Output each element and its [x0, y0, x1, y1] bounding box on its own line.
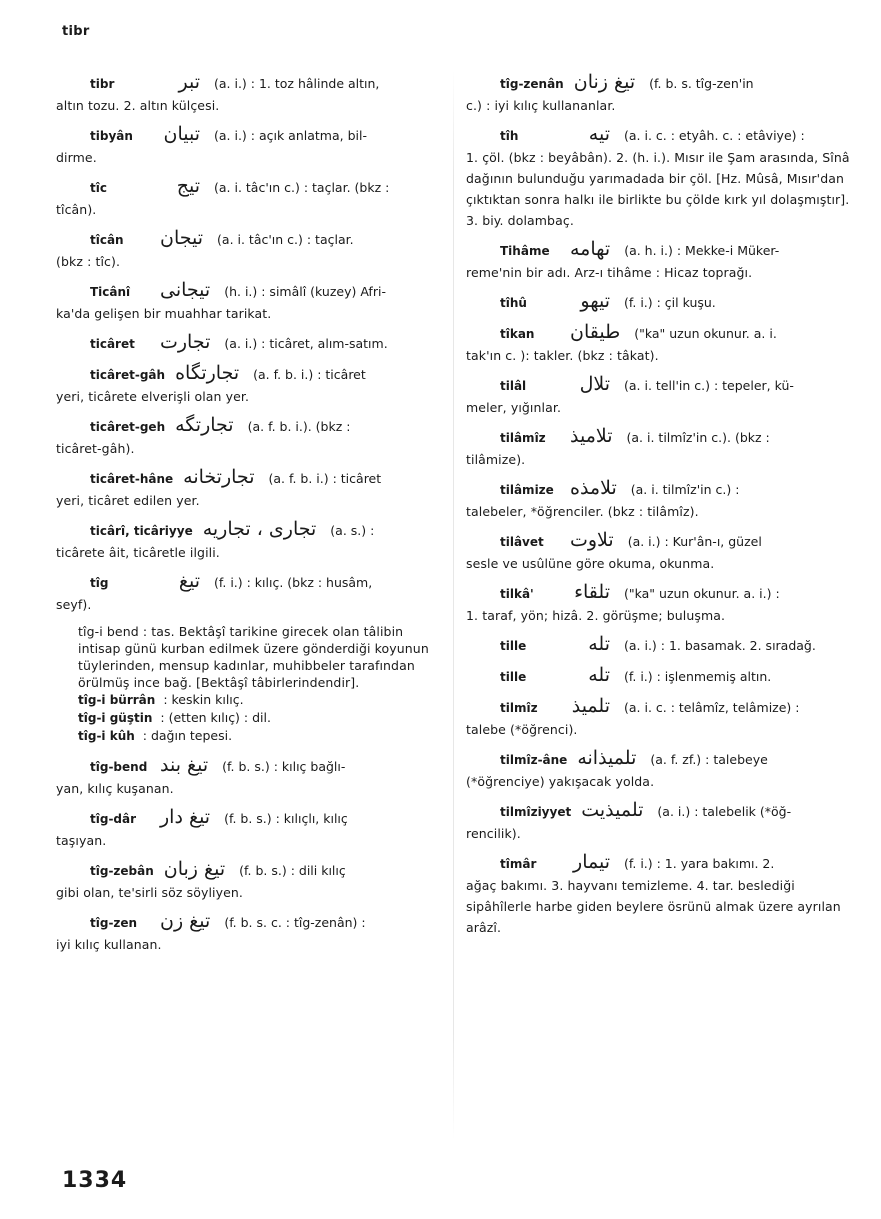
arabic-script: تجارى ، تجاريه: [202, 518, 317, 540]
arabic-script: تلميذ: [571, 695, 610, 717]
sub-headword: tîg-i kûh: [78, 729, 135, 743]
headword: tilmîziyyet: [500, 805, 572, 819]
headword: Tihâme: [500, 244, 550, 258]
dictionary-entry: [56, 332, 446, 355]
sub-definition: : (etten kılıç) : dil.: [160, 710, 271, 725]
definition: ("ka" uzun okunur. a. i.: [634, 326, 777, 341]
definition: (f. b. s.) : kılıç bağlı-: [222, 759, 346, 774]
entry-first-line: [466, 852, 856, 875]
dictionary-entry: [466, 322, 856, 366]
entry-first-line: [466, 478, 856, 501]
definition-continuation: yan, kılıç kuşanan.: [56, 781, 174, 796]
definition: (a. i.) : Kur'ân-ı, güzel: [627, 534, 762, 549]
definition: (a. i. tâc'ın c.) : taçlar. (bkz :: [214, 180, 390, 195]
dictionary-entry: [56, 280, 446, 324]
entry-first-line: [56, 72, 446, 95]
dictionary-entry: [466, 800, 856, 844]
definition-continuation: iyi kılıç kullanan.: [56, 937, 162, 952]
definition: ("ka" uzun okunur. a. i.) :: [624, 586, 780, 601]
sub-entry: [56, 691, 446, 709]
headword: tilmîz: [500, 701, 538, 715]
headword: tilmîz-âne: [500, 753, 568, 767]
definition-continuation: 1. taraf, yön; hizâ. 2. görüşme; buluşma.: [466, 608, 726, 623]
entry-first-line: [466, 665, 856, 688]
entry-first-line: [466, 322, 856, 345]
entry-first-line: [56, 911, 446, 934]
arabic-script: تبر: [178, 71, 200, 93]
headword: tîcân: [90, 233, 124, 247]
arabic-script: تجارتگاه: [175, 362, 240, 384]
entry-first-line: [466, 582, 856, 605]
arabic-script: تيغ بند: [160, 754, 209, 776]
entry-first-line: [466, 72, 856, 95]
definition: (a. f. b. i.) : ticâret: [268, 471, 382, 486]
dictionary-entry: [466, 852, 856, 938]
arabic-script: تلال: [579, 373, 610, 395]
entry-first-line: [56, 280, 446, 303]
headword: ticâret-hâne: [90, 472, 174, 486]
definition: (f. i.) : kılıç. (bkz : husâm,: [214, 575, 373, 590]
dictionary-entry: [466, 124, 856, 231]
dictionary-entry: [466, 239, 856, 283]
entry-first-line: [56, 176, 446, 199]
arabic-script: تلميذانه: [577, 747, 637, 769]
column-divider: [453, 70, 454, 1140]
dictionary-entry: [56, 467, 446, 511]
headword: tîg: [90, 576, 109, 590]
entry-first-line: [56, 807, 446, 830]
definition-continuation: sesle ve usûlüne göre okuma, okunma.: [466, 556, 715, 571]
headword: tilâmîz: [500, 431, 546, 445]
arabic-script: تلاوت: [570, 529, 614, 551]
definition: (a. i.) : açık anlatma, bil-: [214, 128, 367, 143]
definition-continuation: tak'ın c. ): takler. (bkz : tâkat).: [466, 348, 659, 363]
definition: (a. s.) :: [330, 523, 375, 538]
entry-first-line: [56, 363, 446, 386]
definition-continuation: gibi olan, te'sirli söz söyliyen.: [56, 885, 243, 900]
headword: ticâret-geh: [90, 420, 166, 434]
definition: (f. b. s.) : kılıçlı, kılıç: [224, 811, 348, 826]
arabic-script: تيغ زن: [160, 910, 211, 932]
headword: Ticânî: [90, 285, 131, 299]
dictionary-entry: [56, 72, 446, 116]
definition-continuation: talebeler, *öğrenciler. (bkz : tilâmîz).: [466, 504, 699, 519]
entry-first-line: [56, 415, 446, 438]
definition: (f. i.) : 1. yara bakımı. 2.: [624, 856, 775, 871]
entry-first-line: [466, 124, 856, 147]
entry-first-line: [466, 634, 856, 657]
definition-continuation: seyf).: [56, 597, 92, 612]
entry-first-line: [466, 696, 856, 719]
arabic-script: تلامذه: [570, 477, 617, 499]
arabic-script: تجارتگه: [175, 414, 234, 436]
headword: ticârî, ticâriyye: [90, 524, 193, 538]
definition-continuation: ka'da gelişen bir muahhar tarikat.: [56, 306, 272, 321]
definition: (a. i. tilmîz'in c.) :: [630, 482, 740, 497]
dictionary-entry: [56, 176, 446, 220]
headword: ticâret: [90, 337, 135, 351]
headword: tille: [500, 670, 527, 684]
definition-continuation: talebe (*öğrenci).: [466, 722, 578, 737]
definition: (a. i.) : 1. toz hâlinde altın,: [214, 76, 380, 91]
definition-continuation: (bkz : tîc).: [56, 254, 121, 269]
definition: (a. h. i.) : Mekke-i Müker-: [624, 243, 780, 258]
headword: tîg-dâr: [90, 812, 137, 826]
entry-first-line: [56, 124, 446, 147]
headword: tilkâ': [500, 587, 534, 601]
entry-first-line: [56, 228, 446, 251]
headword: tibyân: [90, 129, 133, 143]
arabic-script: تلاميذ: [570, 425, 613, 447]
dictionary-entry: [466, 748, 856, 792]
definition: (a. i. tell'in c.) : tepeler, kü-: [624, 378, 794, 393]
arabic-script: تهامه: [570, 238, 611, 260]
dictionary-entry: [466, 72, 856, 116]
definition-continuation: tîcân).: [56, 202, 97, 217]
definition: (a. i. tâc'ın c.) : taçlar.: [217, 232, 354, 247]
dictionary-entry: [56, 571, 446, 615]
definition-continuation: ağaç bakımı. 3. hayvanı temizleme. 4. tar. beslediği sipâhîlerle harbe giden beylere ösrünü almak üzere ayrılan arâzî.: [466, 878, 841, 935]
dictionary-entry: [56, 807, 446, 851]
headword: tîg-zebân: [90, 864, 154, 878]
entry-first-line: [466, 748, 856, 771]
dictionary-entry: [56, 124, 446, 168]
entry-first-line: [466, 800, 856, 823]
arabic-script: تلقاء: [574, 581, 610, 603]
arabic-script: تيغ: [178, 570, 200, 592]
spacer: [56, 745, 446, 755]
headword: tibr: [90, 77, 115, 91]
definition: (f. b. s. c. : tîg-zenân) :: [224, 915, 366, 930]
headword: tilâvet: [500, 535, 544, 549]
definition-continuation: taşıyan.: [56, 833, 107, 848]
definition-continuation: meler, yığınlar.: [466, 400, 562, 415]
headword: tille: [500, 639, 527, 653]
definition: (a. i. c. : etyâh. c. : etâviye) :: [624, 128, 805, 143]
entry-first-line: [466, 291, 856, 314]
definition: (f. i.) : çil kuşu.: [624, 295, 716, 310]
definition: (a. f. zf.) : talebeye: [650, 752, 768, 767]
entry-first-line: [466, 374, 856, 397]
definition-continuation: (*öğrenciye) yakışacak yolda.: [466, 774, 655, 789]
definition-continuation: ticâret-gâh).: [56, 441, 135, 456]
dictionary-entry: [466, 374, 856, 418]
definition-continuation: c.) : iyi kılıç kullananlar.: [466, 98, 616, 113]
headword: tîhû: [500, 296, 527, 310]
definition-continuation: yeri, ticâret edilen yer.: [56, 493, 200, 508]
entry-first-line: [56, 571, 446, 594]
arabic-script: طيقان: [570, 321, 621, 343]
arabic-script: تيجان: [160, 227, 204, 249]
headword: tilâmize: [500, 483, 554, 497]
definition: (a. i.) : 1. basamak. 2. sıradağ.: [624, 638, 816, 653]
definition: (f. b. s. tîg-zen'in: [649, 76, 754, 91]
dictionary-entry: [466, 696, 856, 740]
definition: (a. i. c. : telâmîz, telâmize) :: [624, 700, 800, 715]
headword: tîg-zen: [90, 916, 138, 930]
headword: tîc: [90, 181, 107, 195]
sub-definition: : keskin kılıç.: [163, 692, 244, 707]
dictionary-entry: [466, 634, 856, 657]
dictionary-entry: [56, 363, 446, 407]
arabic-script: تيغ زنان: [573, 71, 636, 93]
definition-continuation: dirme.: [56, 150, 97, 165]
definition: (a. i.) : ticâret, alım-satım.: [224, 336, 388, 351]
page-number: 1334: [62, 1168, 128, 1193]
dictionary-entry: [466, 478, 856, 522]
arabic-script: تيه: [588, 123, 610, 145]
entry-first-line: [56, 332, 446, 355]
headword: tîmâr: [500, 857, 537, 871]
dictionary-entry: [466, 426, 856, 470]
dictionary-entry: [466, 530, 856, 574]
definition-continuation: altın tozu. 2. altın külçesi.: [56, 98, 220, 113]
dictionary-entry: [56, 228, 446, 272]
entry-first-line: [466, 426, 856, 449]
sub-headword: tîg-i bürrân: [78, 693, 156, 707]
definition-continuation: 1. çöl. (bkz : beyâbân). 2. (h. i.). Mısır ile Şam arasında, Sînâ dağının bulunduğu yarımadada bir çöl. [Hz. Mûsâ, Mısır'dan çıktıktan sonra halkı ile birlikte bu çölde kırk yıl dolaşmıştır]. 3. biy. dolambaç.: [466, 150, 850, 228]
definition: (a. i. tilmîz'in c.). (bkz :: [626, 430, 770, 445]
dictionary-entry: [56, 755, 446, 799]
definition-continuation: yeri, ticârete elverişli olan yer.: [56, 389, 250, 404]
entry-first-line: [56, 859, 446, 882]
headword: tîh: [500, 129, 519, 143]
headword: tîkan: [500, 327, 535, 341]
headword: ticâret-gâh: [90, 368, 166, 382]
sub-entry: [56, 727, 446, 745]
headword: tîg-zenân: [500, 77, 564, 91]
sub-headword: tîg-i güştin: [78, 711, 153, 725]
arabic-script: تله: [588, 633, 610, 655]
entry-first-line: [56, 755, 446, 778]
entry-first-line: [466, 239, 856, 262]
entry-first-line: [466, 530, 856, 553]
definition-continuation: rencilik).: [466, 826, 521, 841]
definition: (a. i.) : talebelik (*öğ-: [657, 804, 792, 819]
arabic-script: تيجانى: [160, 279, 211, 301]
definition: (a. f. b. i.). (bkz :: [247, 419, 351, 434]
arabic-script: تيغ زبان: [163, 858, 226, 880]
dictionary-entry: [466, 582, 856, 626]
sub-entry-paragraph: tîg-i bend : tas. Bektâşî tarikine girecek olan tâlibin intisap günü kurban edilmek üzere gönderdiği koyunun tüylerinden, mensup kadınlar, muhibbeler tarafından örülmüş ince bağ. [Bektâşî tâbirlerindendir].: [78, 624, 429, 690]
running-head: tibr: [62, 24, 90, 39]
sub-entry: [56, 709, 446, 727]
dictionary-entry: [56, 859, 446, 903]
definition-continuation: reme'nin bir adı. Arz-ı tihâme : Hicaz toprağı.: [466, 265, 753, 280]
arabic-script: تجارتخانه: [183, 466, 255, 488]
dictionary-entry: [56, 519, 446, 563]
arabic-script: تيمار: [573, 851, 610, 873]
definition-continuation: ticârete âit, ticâretle ilgili.: [56, 545, 220, 560]
arabic-script: تله: [588, 664, 610, 686]
dictionary-entry: [56, 415, 446, 459]
definition: (h. i.) : simâlî (kuzey) Afri-: [224, 284, 386, 299]
arabic-script: تبيان: [163, 123, 200, 145]
headword: tîg-bend: [90, 760, 148, 774]
definition: (f. i.) : işlenmemiş altın.: [624, 669, 772, 684]
entry-first-line: [56, 519, 446, 542]
headword: tilâl: [500, 379, 527, 393]
arabic-script: تجارت: [160, 331, 211, 353]
dictionary-entry: [466, 665, 856, 688]
left-column: [56, 72, 446, 963]
definition: (f. b. s.) : dili kılıç: [239, 863, 346, 878]
right-column: [466, 72, 856, 946]
dictionary-entry: [56, 911, 446, 955]
arabic-script: تيهو: [580, 290, 610, 312]
entry-first-line: [56, 467, 446, 490]
arabic-script: تلميذيت: [581, 799, 644, 821]
definition-continuation: tilâmize).: [466, 452, 526, 467]
definition: (a. f. b. i.) : ticâret: [253, 367, 366, 382]
sub-definition: : dağın tepesi.: [142, 728, 233, 743]
arabic-script: تيغ دار: [160, 806, 211, 828]
dictionary-entry: [466, 291, 856, 314]
arabic-script: تيج: [176, 175, 200, 197]
